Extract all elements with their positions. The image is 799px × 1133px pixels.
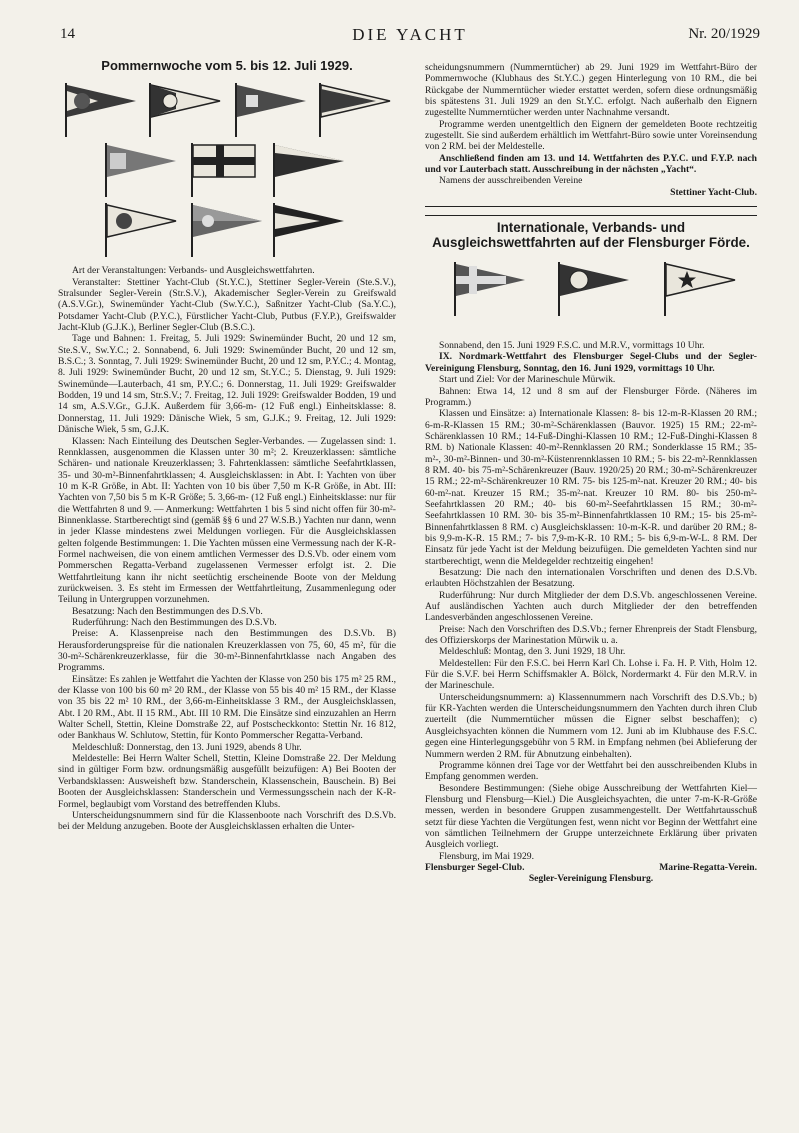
paragraph: Klassen und Einsätze: a) Internationale Klassen: 8- bis 12-m-R-Klassen 20 RM.; 6-m-R-Klassen 15 RM.; 30-m²-Schärenklassen (Bauvor. 1925) 15 RM.; 22-m²-Schärenklassen 10 RM.; 14-Fuß-Dinghi-Klassen 10 RM.; 12-Fuß-Dinghi-Klassen 8 RM. b) Nationale Klassen: 40-m²-Rennklassen 20 RM.; Sonderklasse 15 RM.; 35-m²-, 30-m²-Binnen- und 30-m²-Küstenrennklassen 10 RM.; 5- bis 22-m²-Rennklassen 8 RM. 40- bis 75-m²-Schärenkreuzer (Bauv. 1920/25) 20 RM.; 30-m²-Schärenkreuzer 15 RM.; 22-m²-Schärenkreuzer 10 RM. 75- bis 125-m²-nat. Kreuzer 20 RM.; 40- bis 60-m²-nat. Kreuzer 15 RM.; 35-m²-nat. Kreuzer 10 RM. 80- bis 250-m²-Seefahrtklassen 20 RM.; 40- bis 60-m²-Seefahrtklassen 15 RM.; 30-m²-Seefahrtklassen 10 RM. 30- bis 35-m²-Binnenfahrtklassen 10 RM.; 15- bis 25-m²-Binnenfahrtklassen 8 RM. c) Ausgleichsklassen: 10-m-K-R. und darüber 20 RM.; 8- bis 9,9-m-K-R. 15 RM.; 7- bis 7,9-m-K-R. 10 RM.; 5- bis 6,9-m-W-L. 8 RM. Der Einsatz für jede Yacht ist der Meldung beizufügen. Die gemeldeten Yachten sind nur startberechtigt, wenn die Meldegelder rechtzeitig eingehen! bbox=[425, 408, 757, 567]
magazine-title: DIE YACHT bbox=[352, 25, 468, 44]
paragraph: Preise: Nach den Vorschriften des D.S.Vb.; ferner Ehrenpreis der Stadt Flensburg, des Offizierskorps der Marinestation Mürwik u. a. bbox=[425, 623, 757, 647]
pennant-icon bbox=[102, 139, 180, 199]
paragraph: Meldestellen: Für den F.S.C. bei Herrn Karl Ch. Lohse i. Fa. H. P. Vith, Holm 12. Für die S.V.F. bei Herrn Schiffsmakler A. Bölck, Nordermarkt 4. Für den M.R.V. in der Marineschule. bbox=[425, 657, 757, 692]
issue-number: Nr. 20/1929 bbox=[688, 26, 760, 42]
signature-stettiner: Stettiner Yacht-Club. bbox=[670, 186, 757, 198]
divider bbox=[425, 206, 757, 207]
pennant-icon bbox=[270, 139, 348, 199]
page-header bbox=[60, 26, 760, 46]
signature-row bbox=[425, 862, 757, 873]
club-pennants bbox=[58, 77, 396, 257]
namens-line: Namens der ausschreibenden Vereine bbox=[439, 175, 583, 187]
paragraph: Ruderführung: Nur durch Mitglieder der dem D.S.Vb. angeschlossenen Vereine. Auf ausländischen Yachten auch durch Mitglieder der den betreffenden Landesverbänden angeschlossenen Vereine. bbox=[425, 589, 757, 624]
pennant-icon bbox=[188, 139, 266, 199]
pennant-icon bbox=[451, 258, 529, 318]
right-column bbox=[425, 62, 757, 885]
pennant-icon bbox=[232, 79, 310, 139]
paragraph: IX. Nordmark-Wettfahrt des Flensburger Segel-Clubs und der Segler-Vereinigung Flensburg, Sonntag, den 16. Juni 1929, vormittags 10 Uhr. bbox=[425, 351, 757, 374]
section-title-pommernwoche: Pommernwoche vom 5. bis 12. Juli 1929. bbox=[101, 58, 353, 73]
section-title-flensburg: Internationale, Verbands- und Ausgleichswettfahrten auf der Flensburger Förde. bbox=[432, 220, 750, 251]
divider bbox=[425, 215, 757, 216]
paragraph: Ruderführung: Nach den Bestimmungen des D.S.Vb. bbox=[72, 617, 277, 628]
paragraph: Art der Veranstaltungen: Verbands- und Ausgleichswettfahrten. bbox=[72, 265, 315, 277]
pennant-icon bbox=[555, 258, 633, 318]
paragraph: Preise: A. Klassenpreise nach den Bestimmungen des D.S.Vb. B) Herausforderungspreise für die nationalen Kreuzerklassen von 75, 60, 45 m², für die 30-m²-Schärenkreuzerklasse, für die 30-m²-Binnenfahrtklasse nach Angaben des Programms. bbox=[58, 628, 396, 674]
pennant-icon bbox=[146, 79, 224, 139]
paragraph: Meldeschluß: Montag, den 3. Juni 1929, 18 Uhr. bbox=[439, 646, 626, 658]
page-number: 14 bbox=[60, 26, 75, 42]
paragraph: Einsätze: Es zahlen je Wettfahrt die Yachten der Klasse von 250 bis 175 m² 25 RM., der Klasse von 100 bis 60 m² 20 RM., der Klasse von 55 bis 40 m² 15 RM., der Klasse von 35 bis 22 m² 10 RM., der 3,66-m-Einheitsklasse 3 RM., der Ausgleichsklassen, Abt. I 20 RM., Abt. II 15 RM., Abt. III 10 RM. Die Einsätze sind einzuzahlen an Herrn Walter Schell, Stettin, Kleine Domstraße 22, auf Postscheckkonto: Stettin Nr. 16 812, oder Bankhaus W. Schlutow, Stettin, für Konto Pommerscher Regatta-Verband. bbox=[58, 673, 396, 742]
pennant-icon bbox=[188, 199, 266, 259]
paragraph: Programme werden unentgeltlich den Eignern der gemeldeten Boote rechtzeitig zugestellt. Sie sind außerdem erhältlich im Wettfahrt-Büro sowie unter Voreinsendung von 2 RM. bei der Meldestelle. bbox=[425, 118, 757, 153]
pennant-icon bbox=[102, 199, 180, 259]
paragraph: Besatzung: Die nach den internationalen Vorschriften und denen des D.S.Vb. erlaubten Höchstzahlen der Besatzung. bbox=[425, 567, 757, 590]
paragraph: Besatzung: Nach den Bestimmungen des D.S.Vb. bbox=[72, 605, 263, 617]
signature-fsc: Flensburger Segel-Club. bbox=[425, 861, 525, 873]
paragraph: Unterscheidungsnummern: a) Klassennummern nach Vorschrift des D.S.Vb.; b) für KR-Yachten werden die Unterscheidungsnummern den Yachten durch ihren Club zuerteilt (die Nummerntücher müssen die Eigner selbst beschaffen); c) Ausgleichsyachten können die Nummern vom 12. Juni ab im Klubhause des F.S.C. gegen eine Hinterlegungsgebühr von 5 RM. in Empfang nehmen (bei Ablieferung der Nummern werden 2 RM. für Abnutzung einbehalten). bbox=[425, 691, 757, 760]
paragraph: scheidungsnummern (Nummerntücher) ab 29. Juni 1929 im Wettfahrt-Büro der Pommernwoche (Klubhaus des St.Y.C.) gegen Hinterlegung von 10 RM., die bei Rückgabe der Nummerntücher wieder erstattet werden, sofern diese ordnungsmäßig bis spätestens 31. Juli 1929 an den St.Y.C. erfolgt. Nach außerhalb den Eignern zugestellte Nummerntücher werden unter Nachnahme versandt. bbox=[425, 62, 757, 119]
paragraph: Besondere Bestimmungen: (Siehe obige Ausschreibung der Wettfahrten Kiel—Flensburg und Flensburg—Kiel.) Die Ausgleichsyachten, die unter 7-m-K-R-Größe messen, werden in besondere Gruppen zusammengestellt. Der Wettfahrtausschuß setzt für diese Yachten die Vergütungen fest, wenn nicht vor Beginn der Wettfahrt eine von sämtlichen Teilnehmern der Gruppe unterzeichnete Erklärung über privaten Ausgleich vorliegt. bbox=[425, 782, 757, 851]
paragraph: Meldestelle: Bei Herrn Walter Schell, Stettin, Kleine Domstraße 22. Der Meldung sind in gültiger Form bzw. ordnungsmäßig ausgefüllt beizufügen: A) Bei Booten der Verbandsklassen: Ausweisheft bzw. Standerschein, Klassenschein, Bauschein. B) Bei Booten der Ausgleichsklassen: Standerschein und Vermessungsschein nach der K-R-Formel, beglaubigt vom Vorstand des betreffenden Klubs. bbox=[58, 753, 396, 810]
signature-svf: Segler-Vereinigung Flensburg. bbox=[528, 873, 654, 885]
paragraph: Bahnen: Etwa 14, 12 und 8 sm auf der Flensburger Förde. (Näheres im Programm.) bbox=[425, 385, 757, 408]
signature-mrv: Marine-Regatta-Verein. bbox=[659, 861, 757, 873]
left-column bbox=[58, 58, 396, 833]
paragraph: Start und Ziel: Vor der Marineschule Mürwik. bbox=[439, 374, 616, 386]
pennant-icon bbox=[316, 79, 394, 139]
paragraph: Sonnabend, den 15. Juni 1929 F.S.C. und M.R.V., vormittags 10 Uhr. bbox=[439, 340, 705, 352]
place-date: Flensburg, im Mai 1929. bbox=[439, 850, 534, 862]
bold-notice: Anschließend finden am 13. und 14. Wettfahrten des P.Y.C. und F.Y.P. nach und vor Lauterbach statt. Ausschreibung in der nächsten „Yacht“. bbox=[425, 152, 757, 176]
paragraph: Programme können drei Tage vor der Wettfahrt bei den ausschreibenden Klubs in Empfang genommen werden. bbox=[425, 759, 757, 783]
pennant-icon bbox=[270, 199, 348, 259]
pennant-icon bbox=[62, 79, 140, 139]
paragraph: Klassen: Nach Einteilung des Deutschen Segler-Verbandes. — Zugelassen sind: 1. Rennklassen, ausgenommen die Klassen unter 30 m²; 2. Kreuzerklassen: sämtliche Schären- und nationale Kreuzerklassen; 3. Fahrtenklassen: sämtliche Seefahrtklassen, 35- und 30-m²-Binnenfahrtklassen; 4. Ausgleichsklassen: in Abt. I: Yachten von über 10 m K-R Größe, in Abt. II: Yachten von 10 bis über 7,50 m K-R Größe, in Abt. III: Yachten von 7,50 bis 5 m K-R Größe; 5. 3,66-m- (12 Fuß engl.) Einheitsklasse: nur für die Wettfahrten 8 und 9. — Anmerkung: Wettfahrten 1 bis 5 sind nicht offen für 30-m²-Binnenklasse. Startberechtigt sind (gemäß §§ 6 und 27 W.S.B.) Yachten nur dann, wenn in jeder Klasse mindestens zwei Meldungen vorliegen. Für die Ausgleichsklassen gelten folgende Bestimmungen: 1. Die Yachten müssen eine Vermessung nach der K-R-Formel nachweisen, die von einem amtlichen Vermesser des D.S.Vb. oder einem vom Pommerschen Regatta-Verband zugelassenen Vermesser erfolgt ist. 2. Die Wettfahrtleitung kann ihr nicht seetüchtig erscheinende Boote von der Meldung zurückweisen. 3. Es steht im Ermessen der Wettfahrtleitung, Zusammenlegung oder Teilung in Untergruppen vorzunehmen. bbox=[58, 435, 396, 606]
pennant-icon bbox=[661, 258, 739, 318]
paragraph: Meldeschluß: Donnerstag, den 13. Juni 1929, abends 8 Uhr. bbox=[72, 741, 302, 753]
paragraph: Veranstalter: Stettiner Yacht-Club (St.Y.C.), Stettiner Segler-Verein (Ste.S.V.), Stralsunder Segler-Verein (Str.S.V.), Akademischer Segler-Verein zu Greifswald (A.S.V.Gr.), Swinemünder Yacht-Club (Sw.Y.C.), Saßnitzer Yacht-Club (Sa.Y.C.), Potsdamer Yacht-Club (P.Y.C.), Fürstlicher Yacht-Club, Putbus (F.Y.P.), Greifswalder Jacht-Klub (G.J.K.), Berliner Segler-Club (B.S.C.). bbox=[58, 276, 396, 334]
paragraph: Unterscheidungsnummern sind für die Klassenboote nach Vorschrift des D.S.Vb. bei der Meldung anzugeben. Boote der Ausgleichsklassen erhalten die Unter- bbox=[58, 809, 396, 833]
club-pennants-flensburg bbox=[425, 254, 757, 334]
paragraph: Tage und Bahnen: 1. Freitag, 5. Juli 1929: Swinemünder Bucht, 20 und 12 sm, Ste.S.V., Sw.Y.C.; 2. Sonnabend, 6. Juli 1929: Swinemünder Bucht, 20 und 12 sm, B.S.C.; 3. Sonntag, 7. Juli 1929: Swinemünder Bucht, 20 und 12 sm, P.Y.C.; 4. Montag, 8. Juli 1929: Swinemünder Bucht, 20 und 12 sm, St.Y.C.; 5. Dienstag, 9. Juli 1929: Swinemünde—Lauterbach, 41 sm, P.Y.C.; 6. Donnerstag, 11. Juli 1929: Greifswalder Bodden, 19 und 14 sm, Str.S.V.; 7. Freitag, 12. Juli 1929: Greifswalder Bodden, 19 und 14 sm, A.S.V.Gr., G.J.K. Außerdem für 3,66-m- (12 Fuß engl.) Einheitsklasse: 8. Donnerstag, 11. Juli 1929: Dänische Wiek, 5 sm, G.J.K.; 9. Freitag, 12. Juli 1929: Dänische Wiek, 5 sm, G.J.K. bbox=[58, 333, 396, 436]
